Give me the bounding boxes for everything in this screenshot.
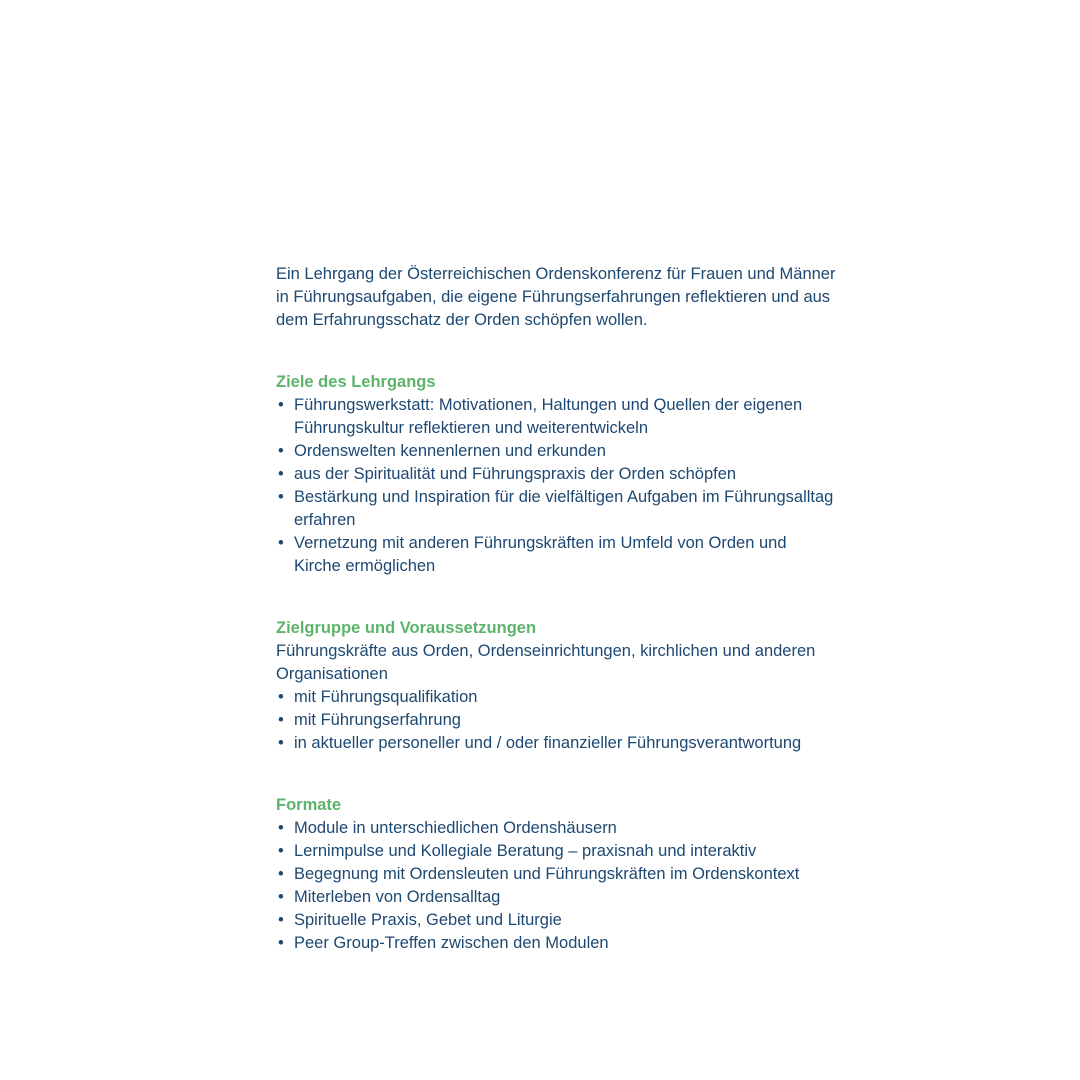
list-item <box>276 817 836 840</box>
list-item <box>276 932 836 955</box>
bullet-icon: • <box>278 911 284 929</box>
list-item-text: Spirituelle Praxis, Gebet und Liturgie <box>294 911 562 929</box>
list-item-text: Miterleben von Ordensalltag <box>294 888 501 906</box>
list-item <box>276 394 836 440</box>
section-zielgruppe <box>276 617 836 755</box>
bullet-icon: • <box>278 888 284 906</box>
bullet-icon: • <box>278 865 284 883</box>
list-item <box>276 886 836 909</box>
list-item <box>276 440 836 463</box>
bullet-icon: • <box>278 934 284 952</box>
list-item-text: Ordenswelten kennenlernen und erkunden <box>294 442 606 460</box>
list-item <box>276 686 836 709</box>
bullet-icon: • <box>278 819 284 837</box>
list-item-text: Bestärkung und Inspiration für die vielfältigen Aufgaben im Führungsalltag erfahren <box>294 488 834 529</box>
bullet-icon: • <box>278 734 284 752</box>
list-item <box>276 863 836 886</box>
bullet-icon: • <box>278 465 284 483</box>
bullet-icon: • <box>278 534 284 552</box>
list-item <box>276 840 836 863</box>
list-item <box>276 532 836 578</box>
bullet-icon: • <box>278 688 284 706</box>
list-item <box>276 732 836 755</box>
section-ziele <box>276 371 836 578</box>
list-item <box>276 709 836 732</box>
list-item <box>276 486 836 532</box>
list-item-text: aus der Spiritualität und Führungspraxis der Orden schöpfen <box>294 465 737 483</box>
intro-paragraph: Ein Lehrgang der Österreichischen Ordenskonferenz für Frauen und Männer in Führungsaufgaben, die eigene Führungserfahrungen reflektieren und aus dem Erfahrungsschatz der Orden schöpfen wollen. <box>276 265 836 329</box>
list-item-text: Peer Group-Treffen zwischen den Modulen <box>294 934 609 952</box>
list-item-text: Führungswerkstatt: Motivationen, Haltungen und Quellen der eigenen Führungskultur reflektieren und weiterentwickeln <box>294 396 803 437</box>
section-heading: Zielgruppe und Voraussetzungen <box>276 619 537 637</box>
list-item-text: Lernimpulse und Kollegiale Beratung – praxisnah und interaktiv <box>294 842 757 860</box>
list-item-text: mit Führungsqualifikation <box>294 688 478 706</box>
list-item-text: in aktueller personeller und / oder finanzieller Führungsverantwortung <box>294 734 802 752</box>
document-body <box>276 263 836 994</box>
list-item-text: Module in unterschiedlichen Ordenshäusern <box>294 819 617 837</box>
bullet-icon: • <box>278 442 284 460</box>
list-item-text: Begegnung mit Ordensleuten und Führungskräften im Ordenskontext <box>294 865 800 883</box>
list-item <box>276 463 836 486</box>
bullet-icon: • <box>278 396 284 414</box>
bullet-icon: • <box>278 711 284 729</box>
bullet-icon: • <box>278 842 284 860</box>
section-heading: Formate <box>276 796 342 814</box>
list-item-text: mit Führungserfahrung <box>294 711 461 729</box>
bullet-list <box>276 394 836 578</box>
list-item-text: Vernetzung mit anderen Führungskräften im Umfeld von Orden und Kirche ermöglichen <box>294 534 787 575</box>
bullet-list <box>276 817 836 955</box>
list-item <box>276 909 836 932</box>
bullet-icon: • <box>278 488 284 506</box>
section-heading: Ziele des Lehrgangs <box>276 373 436 391</box>
section-intro: Führungskräfte aus Orden, Ordenseinrichtungen, kirchlichen und anderen Organisationen <box>276 642 816 683</box>
bullet-list <box>276 686 836 755</box>
section-formate <box>276 794 836 955</box>
